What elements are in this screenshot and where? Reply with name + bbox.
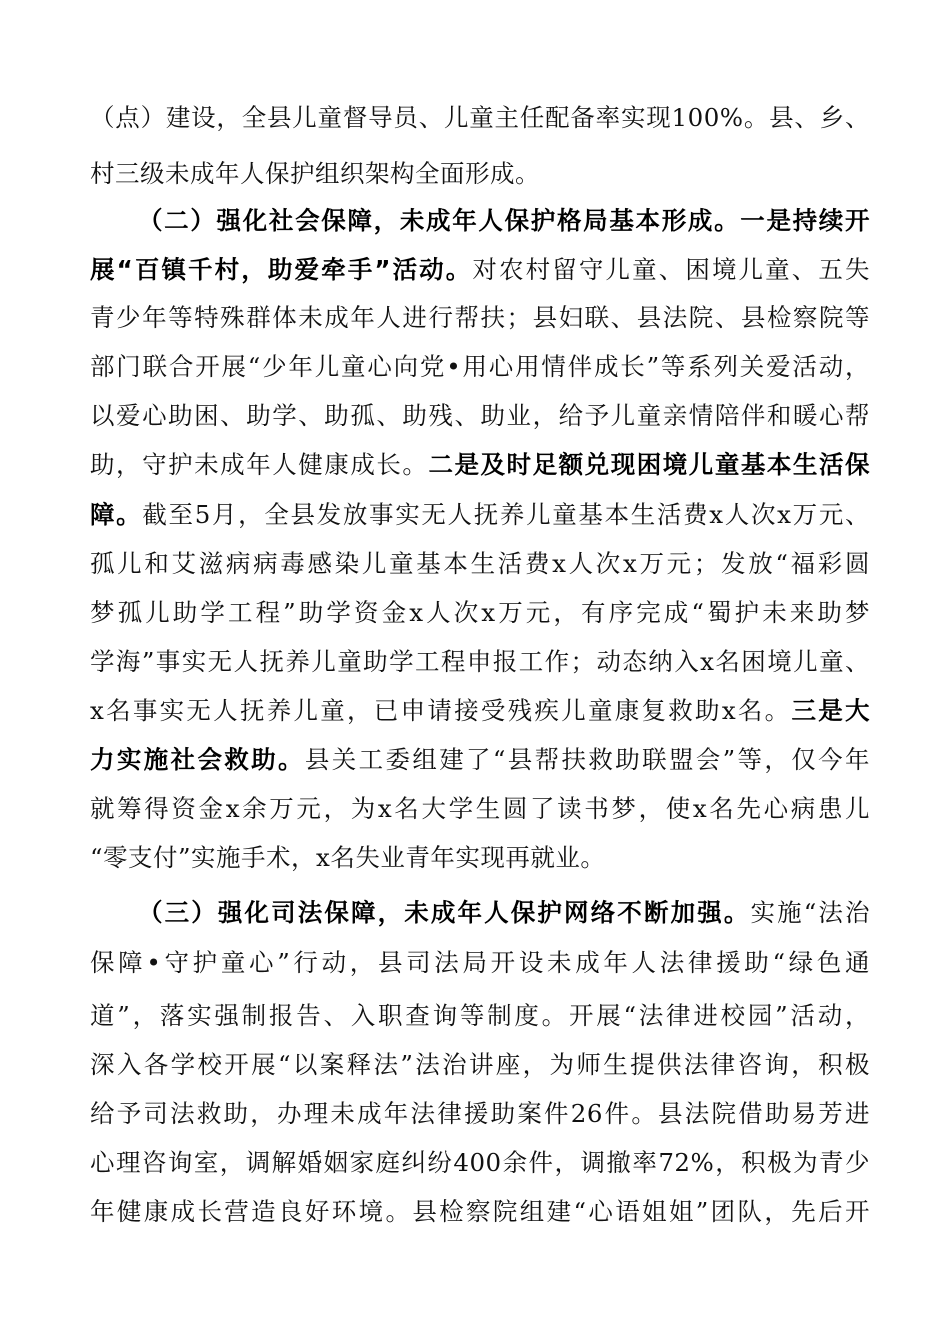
text-line-21 [90,1094,870,1134]
text-line-4 [90,250,870,290]
text-line-7 [90,396,870,436]
text-line-19 [90,996,870,1036]
text-line-20 [90,1045,870,1085]
text-run: 孤儿和艾滋病病毒感染儿童基本生活费x人次x万元；发放“福彩圆 [90,549,870,578]
bold-run: 二是及时足额兑现困境儿童基本生活保 [428,450,871,479]
text-run: 村三级未成年人保护组织架构全面形成。 [90,159,540,188]
text-run: x名事实无人抚养儿童，已申请接受残疾儿童康复救助x名。 [90,696,792,725]
text-line-5 [90,298,870,338]
text-run: 学海”事实无人抚养儿童助学工程申报工作；动态纳入x名困境儿童、 [90,647,870,676]
text-line-1 [90,98,870,138]
text-run: 年健康成长营造良好环境。县检察院组建“心语姐姐”团队，先后开 [90,1197,870,1226]
text-run: 道”，落实强制报告、入职查询等制度。开展“法律进校园”活动， [90,1001,870,1030]
text-line-23 [90,1192,870,1232]
bold-run: 三是大 [791,696,870,725]
text-line-12 [90,642,870,682]
text-run: 部门联合开展“少年儿童心向党•用心用情伴成长”等系列关爱活动， [90,352,870,381]
text-line-16 [90,838,870,878]
text-run: 深入各学校开展“以案释法”法治讲座，为师生提供法律咨询，积极 [90,1050,870,1079]
text-line-18 [90,943,870,983]
text-run: 青少年等特殊群体未成年人进行帮扶；县妇联、县法院、县检察院等 [90,303,870,332]
text-line-2 [90,154,870,194]
text-run: 助，守护未成年人健康成长。 [90,450,429,479]
text-line-11 [90,593,870,633]
text-run: 给予司法救助，办理未成年法律援助案件26件。县法院借助易芳进 [90,1099,870,1128]
text-line-10 [90,544,870,584]
text-line-9 [90,495,870,535]
text-line-6 [90,347,870,387]
text-run: 心理咨询室，调解婚姻家庭纠纷400余件，调撤率72%，积极为青少 [90,1148,870,1177]
text-run: 截至5月，全县发放事实无人抚养儿童基本生活费x人次x万元、 [142,500,870,529]
text-run: 县关工委组建了“县帮扶救助联盟会”等，仅今年 [304,745,870,774]
section-heading-2 [138,201,870,241]
bold-run: （二）强化社会保障，未成年人保护格局基本形成。一是持续开 [138,206,870,235]
text-run: 梦孤儿助学工程”助学资金x人次x万元，有序完成“蜀护未来助梦 [90,598,870,627]
text-run: 对农村留守儿童、困境儿童、五失 [472,255,871,284]
text-line-8 [90,445,870,485]
text-run: “零支付”实施手术，x名失业青年实现再就业。 [90,843,606,872]
text-run: 以爱心助困、助学、助孤、助残、助业，给予儿童亲情陪伴和暖心帮 [90,401,870,430]
text-line-13 [90,691,870,731]
text-run: 实施“法治 [750,898,870,927]
section-heading-3 [138,893,870,933]
text-run: （点）建设，全县儿童督导员、儿童主任配备率实现100%。县、乡、 [90,103,870,132]
bold-run: （三）强化司法保障，未成年人保护网络不断加强。 [138,898,751,927]
text-line-22 [90,1143,870,1183]
text-line-14 [90,740,870,780]
text-run: 就筹得资金x余万元，为x名大学生圆了读书梦，使x名先心病患儿 [90,794,870,823]
text-line-15 [90,789,870,829]
bold-run: 力实施社会救助。 [90,745,305,774]
text-run: 保障•守护童心”行动，县司法局开设未成年人法律援助“绿色通 [90,948,870,977]
bold-run: 展“百镇千村，助爱牵手”活动。 [90,255,473,284]
bold-run: 障。 [90,500,143,529]
